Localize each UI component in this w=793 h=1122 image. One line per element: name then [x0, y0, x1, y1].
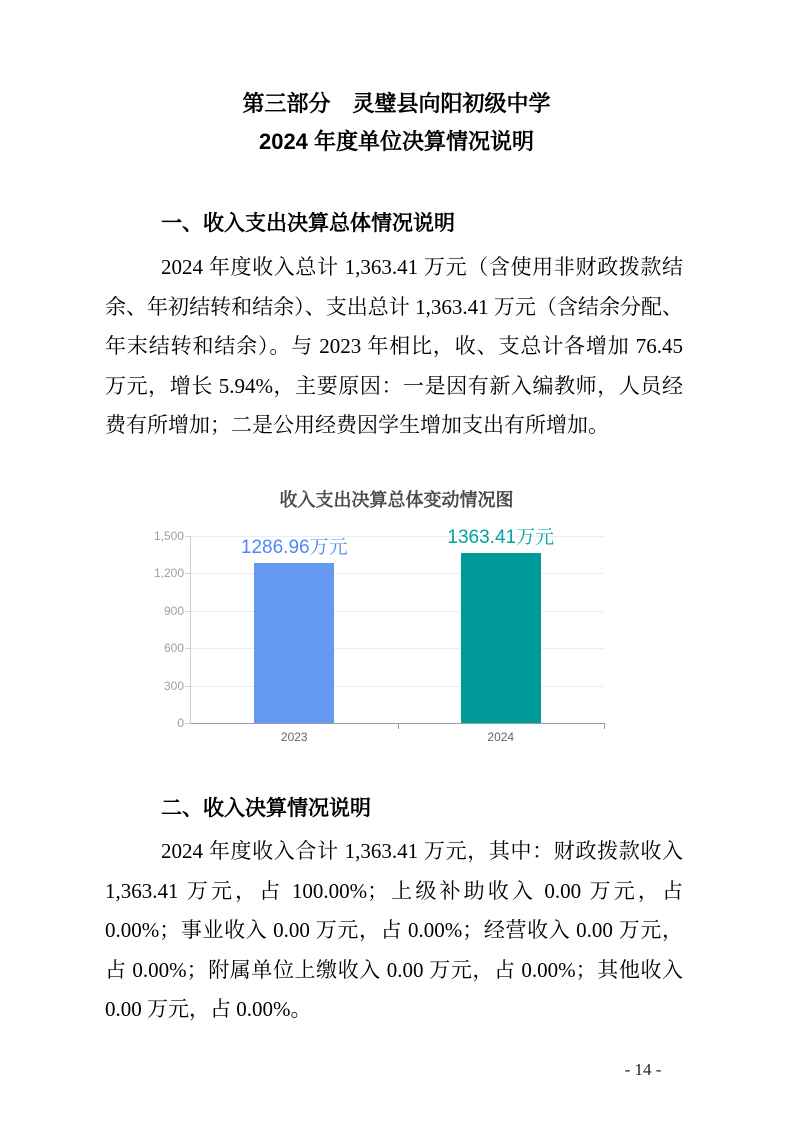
bar-value-label: 1286.96万元: [240, 536, 348, 558]
bar-value-label: 1363.41万元: [447, 527, 555, 549]
section1-paragraph: 2024 年度收入总计 1,363.41 万元（含使用非财政拨款结余、年初结转和结余）、支出总计 1,363.41 万元（含结余分配、年末结转和结余）。与 2023 年相比，收、支总计各增加 76.45 万元，增长 5.94%，主要原因：一是因有新入编教师，人员经费有所增加；二是公用经费因学生增加支出有所增加。: [105, 255, 683, 437]
x-tick-mark: [604, 723, 605, 729]
section1-heading: 一、收入支出决算总体情况说明: [161, 212, 455, 235]
bar: [461, 553, 541, 723]
income-expenditure-chart: [155, 487, 620, 752]
bar: [254, 563, 334, 723]
y-tick-mark: [185, 686, 191, 687]
gridline: [191, 573, 604, 574]
document-title-line1: 第三部分 灵璧县向阳初级中学: [242, 91, 551, 116]
x-tick-mark: [398, 723, 399, 729]
y-tick-mark: [185, 648, 191, 649]
document-title-line2: 2024 年度单位决算情况说明: [258, 129, 535, 154]
x-tick-label: 2024: [487, 730, 515, 744]
y-tick-label: 1,500: [153, 529, 184, 543]
y-tick-mark: [185, 573, 191, 574]
section2-heading: 二、收入决算情况说明: [161, 797, 371, 820]
y-tick-label: 900: [163, 603, 184, 618]
y-tick-label: 600: [163, 641, 184, 656]
y-tick-label: 1,200: [153, 566, 184, 581]
section2-paragraph: 2024 年度收入合计 1,363.41 万元，其中：财政拨款收入 1,363.41 万元，占 100.00%；上级补助收入 0.00 万元，占 0.00%；事业收入 0.00 万元，占 0.00%；经营收入 0.00 万元，占 0.00%；附属单位上缴收入 0.00 万元，占 0.00%；其他收入 0.00 万元，占 0.00%。: [105, 839, 683, 1021]
y-tick-mark: [185, 723, 191, 724]
y-tick-mark: [185, 611, 191, 612]
gridline: [191, 611, 604, 612]
chart-title: 收入支出决算总体变动情况图: [279, 490, 514, 510]
y-tick-label: 0: [177, 716, 184, 730]
gridline: [191, 648, 604, 649]
chart-plot: [153, 527, 604, 744]
gridline: [191, 686, 604, 687]
y-tick-label: 300: [163, 678, 184, 693]
page-number: - 14 -: [624, 1060, 662, 1079]
y-tick-mark: [185, 536, 191, 537]
x-tick-label: 2023: [280, 730, 308, 744]
